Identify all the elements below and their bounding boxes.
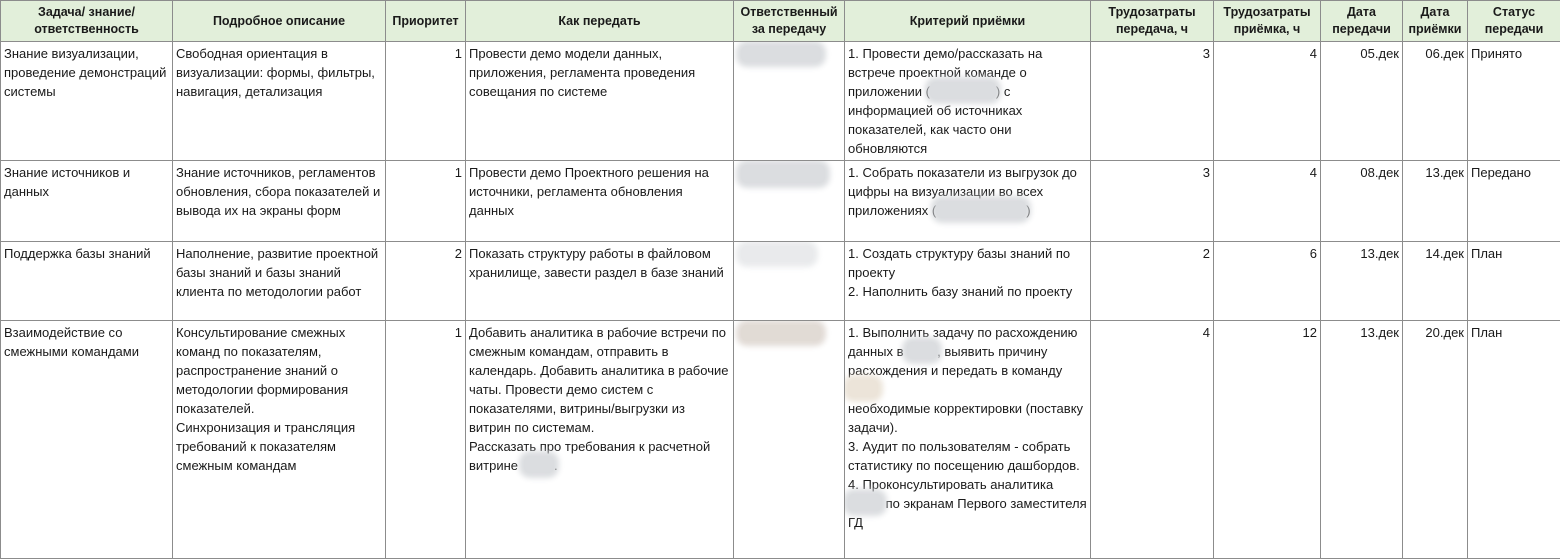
effort-accept-cell[interactable]: 4 [1214,42,1321,161]
task-cell[interactable]: Поддержка базы знаний [1,242,173,321]
col-header-effort-transfer[interactable]: Трудозатраты передача, ч [1091,1,1214,42]
redacted-text [848,494,882,511]
date-transfer-cell[interactable]: 13.дек [1321,242,1403,321]
how-cell[interactable]: Провести демо Проектного решения на источники, регламента обновления данных [466,161,734,242]
effort-transfer-cell[interactable]: 4 [1091,321,1214,559]
criteria-cell[interactable] [845,161,1091,242]
priority-cell[interactable]: 2 [386,242,466,321]
effort-accept-cell[interactable]: 4 [1214,161,1321,242]
date-transfer-cell[interactable]: 05.дек [1321,42,1403,161]
responsible-cell[interactable] [734,161,845,242]
how-cell[interactable]: Провести демо модели данных, приложения, регламента проведения совещания по системе [466,42,734,161]
description-cell[interactable]: Свободная ориентация в визуализации: формы, фильтры, навигация, детализация [173,42,386,161]
col-header-responsible[interactable]: Ответственный за передачу [734,1,845,42]
effort-accept-cell[interactable]: 12 [1214,321,1321,559]
redacted-name [741,325,821,341]
date-accept-cell[interactable]: 14.дек [1403,242,1468,321]
col-header-description[interactable]: Подробное описание [173,1,386,42]
effort-transfer-cell[interactable]: 3 [1091,161,1214,242]
redacted-text [930,82,996,99]
description-cell[interactable]: Наполнение, развитие проектной базы знаний и базы знаний клиента по методологии работ [173,242,386,321]
criteria-text: 1. Провести демо/рассказать на встрече проектной команде о приложении ( [848,46,1043,99]
effort-transfer-cell[interactable]: 2 [1091,242,1214,321]
col-header-priority[interactable]: Приоритет [386,1,466,42]
description-cell[interactable]: Консультирование смежных команд по показателям, распространение знаний о методологии формирования показателей. Синхронизация и трансляция требований к показателям смежным командам [173,321,386,559]
how-text: . [554,458,558,473]
redacted-text [907,342,937,359]
col-header-effort-accept[interactable]: Трудозатраты приёмка, ч [1214,1,1321,42]
criteria-text: 1. Собрать показатели из выгрузок до цифры на визуализации во всех приложениях ( [848,165,1077,218]
date-accept-cell[interactable]: 20.дек [1403,321,1468,559]
redacted-name [741,46,821,62]
criteria-text: ) [1026,203,1031,218]
table-row [1,321,1560,559]
criteria-cell[interactable] [845,321,1091,559]
responsible-cell[interactable] [734,42,845,161]
priority-cell[interactable]: 1 [386,321,466,559]
col-header-task[interactable]: Задача/ знание/ ответственность [1,1,173,42]
how-cell[interactable]: Показать структуру работы в файловом хранилище, завести раздел в базе знаний [466,242,734,321]
redacted-name [741,246,813,262]
date-transfer-cell[interactable]: 08.дек [1321,161,1403,242]
how-cell[interactable] [466,321,734,559]
redacted-text [524,456,554,473]
description-cell[interactable]: Знание источников, регламентов обновления, сбора показателей и вывода их на экраны форм [173,161,386,242]
priority-cell[interactable]: 1 [386,161,466,242]
date-accept-cell[interactable]: 13.дек [1403,161,1468,242]
status-cell[interactable]: План [1468,321,1560,559]
responsible-cell[interactable] [734,321,845,559]
task-cell[interactable]: Взаимодействие со смежными командами [1,321,173,559]
redacted-name [741,165,825,183]
status-cell[interactable]: Принято [1468,42,1560,161]
col-header-how[interactable]: Как передать [466,1,734,42]
date-transfer-cell[interactable]: 13.дек [1321,321,1403,559]
col-header-date-accept[interactable]: Дата приёмки [1403,1,1468,42]
how-text: Добавить аналитика в рабочие встречи по смежным командам, отправить в календарь. Добавить аналитика в рабочие чаты. Провести демо систем с показателями, витрины/выгрузки из витрин по системам. Рассказать про требования к расчетной витрине [469,325,729,473]
criteria-text: необходимые корректировки (поставку задачи). 3. Аудит по пользователям - собрать статистику по посещению дашбордов. 4. Проконсультировать аналитика [848,401,1084,492]
date-accept-cell[interactable]: 06.дек [1403,42,1468,161]
priority-cell[interactable]: 1 [386,42,466,161]
effort-transfer-cell[interactable]: 3 [1091,42,1214,161]
table-row [1,42,1560,161]
redacted-text [936,201,1026,218]
criteria-text: ) с информацией об источниках показателей, как часто они обновляются [848,84,1023,156]
status-cell[interactable]: План [1468,242,1560,321]
effort-accept-cell[interactable]: 6 [1214,242,1321,321]
col-header-criteria[interactable]: Критерий приёмки [845,1,1091,42]
criteria-text: , выявить причину расхождения и передать в команду [848,344,1063,378]
criteria-text: 1. Выполнить задачу по расхождению данных в [848,325,1078,359]
criteria-text: по экранам Первого заместителя ГД [848,496,1087,530]
task-cell[interactable]: Знание визуализации, проведение демонстраций системы [1,42,173,161]
criteria-cell[interactable] [845,42,1091,161]
task-cell[interactable]: Знание источников и данных [1,161,173,242]
responsible-cell[interactable] [734,242,845,321]
criteria-cell[interactable]: 1. Создать структуру базы знаний по проекту 2. Наполнить базу знаний по проекту [845,242,1091,321]
col-header-date-transfer[interactable]: Дата передачи [1321,1,1403,42]
table-row [1,161,1560,242]
header-row [1,1,1560,42]
col-header-status[interactable]: Статус передачи [1468,1,1560,42]
table-row [1,242,1560,321]
redacted-text [848,380,878,397]
status-cell[interactable]: Передано [1468,161,1560,242]
